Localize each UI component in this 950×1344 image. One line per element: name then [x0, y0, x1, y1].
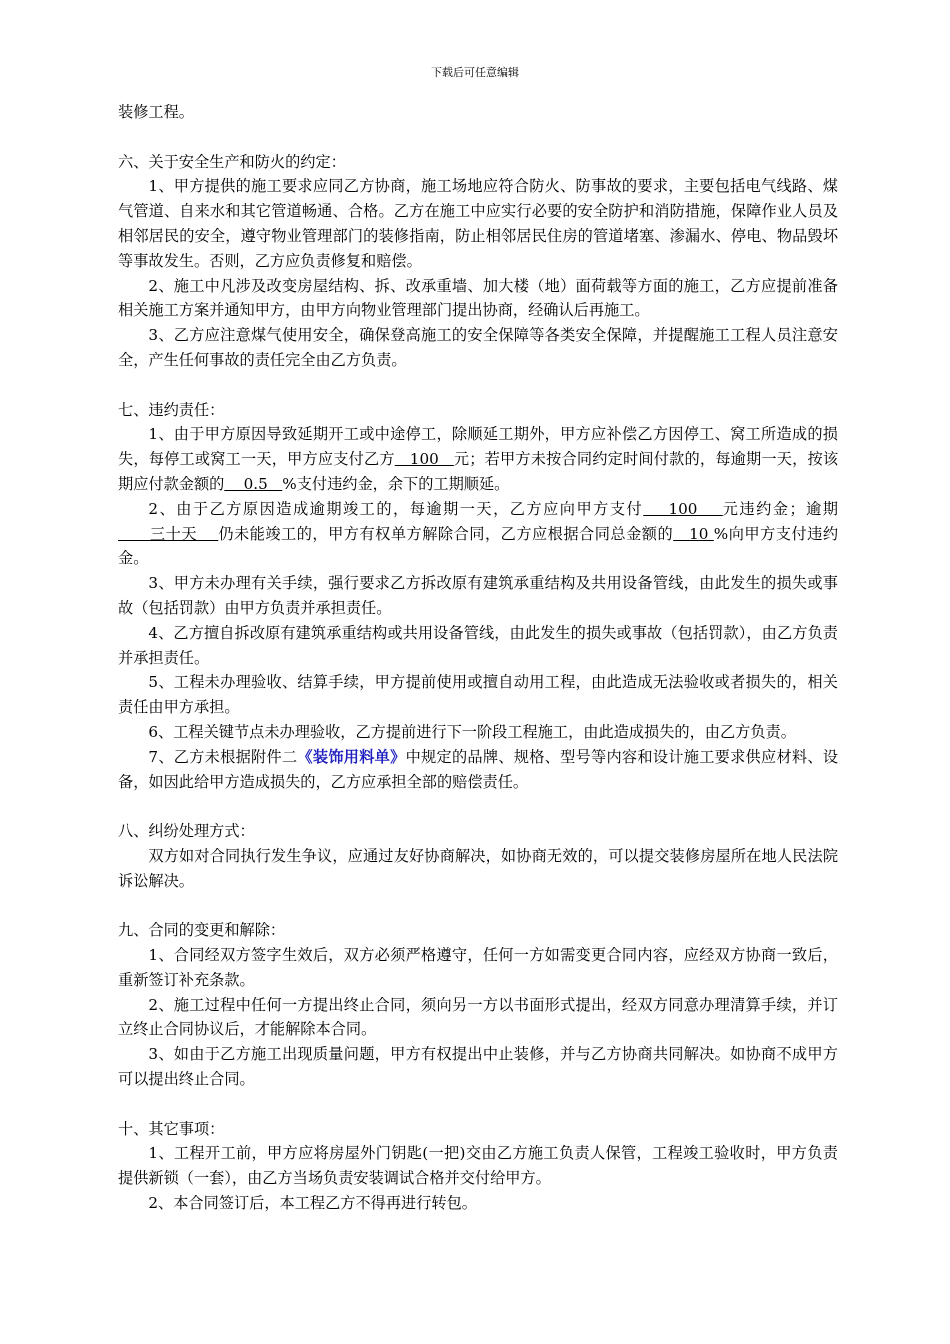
- clause-text: 仍未能竣工的，甲方有权单方解除合同，乙方应根据合同总金额的: [218, 524, 674, 543]
- clause-text: 元；若甲方未按合同约定时间付款的，每逾期一天，按该期应付款金额的: [118, 450, 839, 493]
- clause-text: %支付违约金，余下的工期顺延。: [282, 474, 510, 493]
- section-10-clause-2: 2、本合同签订后，本工程乙方不得再进行转包。: [148, 1194, 477, 1213]
- section-9-title: 九、合同的变更和解除：: [118, 921, 286, 940]
- fill-in-days: 三十天: [118, 524, 219, 543]
- fill-in-rate: 0.5: [224, 474, 283, 493]
- clause-text: 1、由于甲方原因导致延期开工或中途停工，除顺延工期外，甲方应补偿乙方因停工、窝工所造成的损失，每停工或窝工一天，甲方应支付乙方: [118, 425, 838, 469]
- section-7-clause-2: [118, 497, 838, 571]
- clause-text: 元违约金；逾期: [722, 499, 838, 518]
- spacer: [118, 125, 838, 150]
- fill-in-amount: 100: [643, 499, 723, 518]
- intro-line: 装修工程。: [118, 103, 194, 121]
- section-6-title: 六、关于安全生产和防火的约定：: [118, 152, 346, 171]
- page-header: 下载后可任意编辑: [431, 66, 519, 79]
- clause-text: %向甲方支付违约金。: [118, 524, 839, 568]
- section-8-title: 八、纠纷处理方式：: [118, 822, 255, 841]
- section-8-clause-1: 双方如对合同执行发生争议，应通过友好协商解决，如协商无效的，可以提交装修房屋所在地人民法院诉讼解决。: [118, 846, 838, 890]
- section-7-clause-4: 4、乙方擅自拆改原有建筑承重结构或共用设备管线，由此发生的损失或事故（包括罚款），由乙方负责并承担责任。: [118, 623, 838, 667]
- clause-text: 7、乙方未根据附件二: [148, 747, 298, 766]
- section-7-clause-5: 5、工程未办理验收、结算手续，甲方提前使用或擅自动用工程，由此造成无法验收或者损失的，相关责任由甲方承担。: [118, 673, 838, 717]
- section-6-clause-1: 1、甲方提供的施工要求应同乙方协商，施工场地应符合防火、防事故的要求，主要包括电气线路、煤气管道、自来水和其它管道畅通、合格。乙方在施工中应实行必要的安全防护和消防措施，保障作业人员及相邻居民的安全，遵守物业管理部门的装修指南，防止相邻居民住房的管道堵塞、渗漏水、停电、物品毁坏等事故发生。否则，乙方应负责修复和赔偿。: [118, 177, 838, 270]
- section-9-clause-3: 3、如由于乙方施工出现质量问题，甲方有权提出中止装修，并与乙方协商共同解决。如协商不成甲方可以提出终止合同。: [118, 1045, 838, 1089]
- spacer: [118, 794, 838, 819]
- section-6-clause-3: 3、乙方应注意煤气使用安全，确保登高施工的安全保障等各类安全保障，并提醒施工工程人员注意安全，产生任何事故的责任完全由乙方负责。: [118, 326, 838, 369]
- section-7-clause-1: [118, 422, 838, 496]
- materials-list-reference: 《装饰用料单》: [297, 747, 406, 766]
- clause-text: 2、由于乙方原因造成逾期竣工的，每逾期一天，乙方应向甲方支付: [148, 499, 644, 518]
- section-7-clause-7: [118, 745, 838, 795]
- fill-in-amount: 100: [394, 450, 454, 469]
- section-10-title: 十、其它事项：: [118, 1119, 225, 1138]
- section-6-clause-2: 2、施工中凡涉及改变房屋结构、拆、改承重墙、加大楼（地）面荷载等方面的施工，乙方应提前准备相关施工方案并通知甲方，由甲方向物业管理部门提出协商，经确认后再施工。: [118, 276, 838, 320]
- section-9-clause-1: 1、合同经双方签字生效后，双方必须严格遵守，任何一方如需变更合同内容，应经双方协商一致后，重新签订补充条款。: [118, 946, 838, 989]
- spacer: [118, 894, 838, 919]
- spacer: [118, 1092, 838, 1117]
- section-10-clause-1: 1、工程开工前，甲方应将房屋外门钥匙(一把)交由乙方施工负责人保管，工程竣工验收时，甲方负责提供新锁（一套），由乙方当场负责安装调试合格并交付给甲方。: [118, 1144, 838, 1188]
- spacer: [118, 373, 838, 398]
- document-body: [118, 100, 838, 1216]
- section-7-clause-6: 6、工程关键节点未办理验收，乙方提前进行下一阶段工程施工，由此造成损失的，由乙方负责。: [148, 722, 796, 741]
- clause-text: 中规定的品牌、规格、型号等内容和设计施工要求供应材料、设备，如因此给甲方造成损失的，乙方应承担全部的赔偿责任。: [118, 747, 838, 791]
- fill-in-percent: 10: [673, 524, 714, 543]
- section-7-title: 七、违约责任：: [118, 400, 225, 419]
- section-7-clause-3: 3、甲方未办理有关手续，强行要求乙方拆改原有建筑承重结构及共用设备管线，由此发生的损失或事故（包括罚款）由甲方负责并承担责任。: [118, 574, 838, 617]
- section-9-clause-2: 2、施工过程中任何一方提出终止合同，须向另一方以书面形式提出，经双方同意办理清算手续，并订立终止合同协议后，才能解除本合同。: [118, 995, 838, 1039]
